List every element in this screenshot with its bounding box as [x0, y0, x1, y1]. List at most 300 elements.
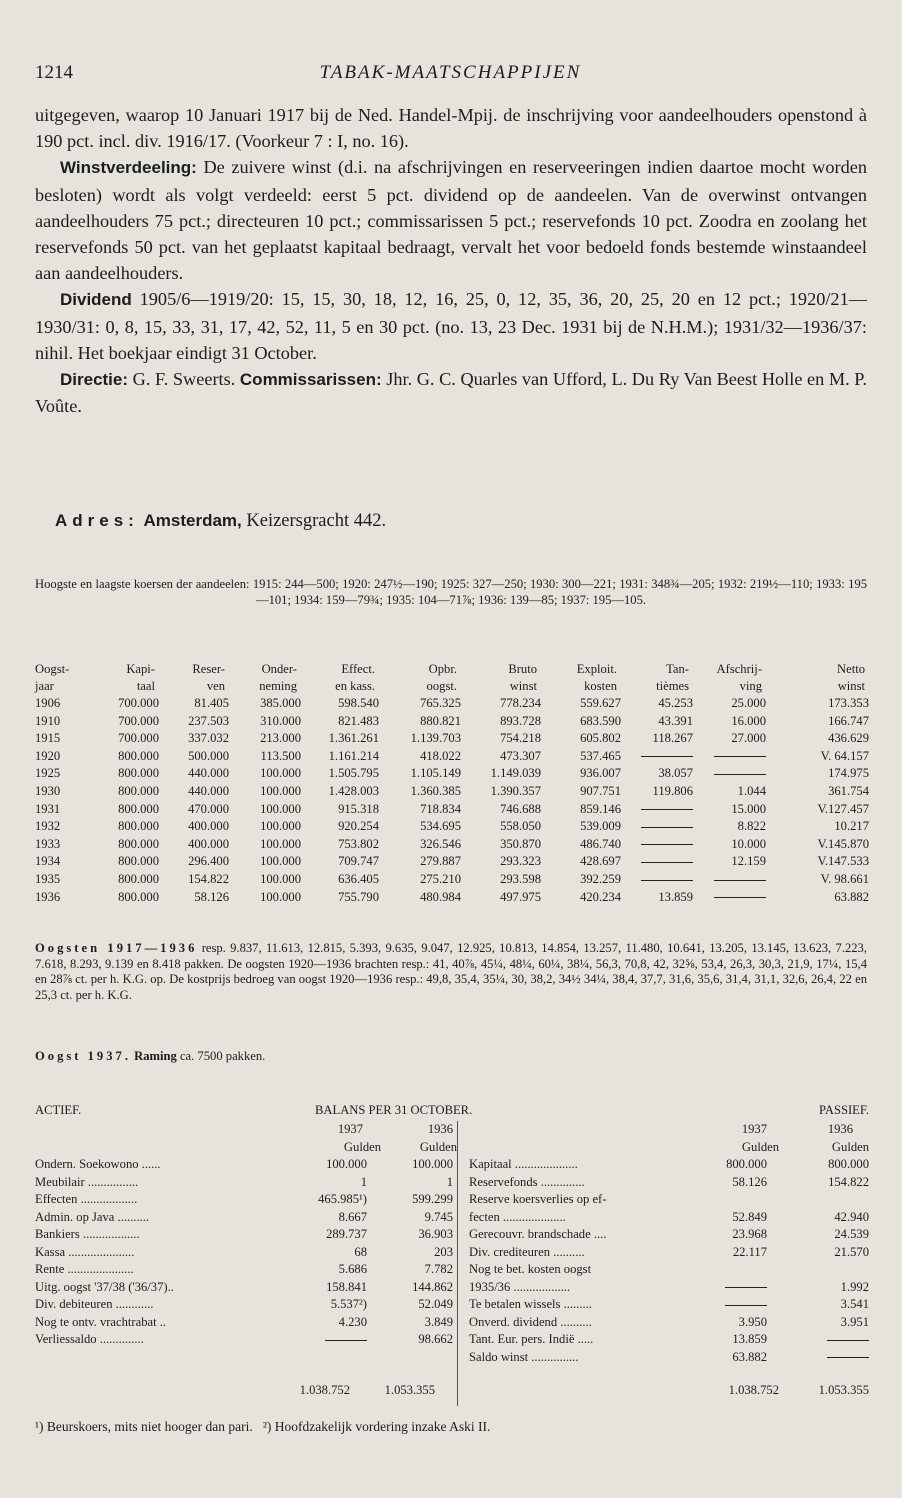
passief-row	[469, 1156, 869, 1174]
table-cell: 100.000	[260, 836, 301, 851]
table-cell: 237.503	[188, 713, 229, 728]
table-cell: 1.428.003	[328, 783, 379, 798]
table-cell: 38.057	[658, 766, 693, 781]
table-cell: V.127.457	[817, 801, 869, 816]
passief-unit-2: Gulden	[831, 1139, 869, 1154]
table-cell: 754.218	[500, 731, 541, 746]
actief-value: 100.000	[326, 1157, 367, 1171]
column-header: Kapi- taal	[126, 662, 155, 693]
table-cell: 10.000	[731, 836, 766, 851]
table-cell: 800.000	[118, 766, 159, 781]
actief-value: 5.686	[338, 1262, 367, 1276]
dividend-text: 1905/6—1919/20: 15, 15, 30, 18, 12, 16, 25, 0, 12, 35, 36, 20, 25, 20 en 12 pct.; 1920/21—1930/31: 0, 8, 15, 33, 31, 17, 42, 52, 11, 5 en 30 pct. (no. 13, 23 Dec. 1931 bij de N.H.M.); 1931/32—1936/37: nihil. Het boekjaar eindigt 31 October.	[35, 289, 867, 363]
table-cell	[693, 765, 766, 783]
actief-label: Uitg. oogst '37/38 ('36/37)..	[35, 1279, 174, 1294]
body-text	[35, 102, 867, 419]
table-cell: 907.751	[580, 783, 621, 798]
actief-label: Ondern. Soekowono ......	[35, 1157, 161, 1171]
table-cell: 428.697	[580, 854, 621, 869]
actief-value: 1	[446, 1174, 453, 1189]
table-cell: 326.546	[420, 836, 461, 851]
passief-value: 3.950	[738, 1314, 767, 1329]
oogsten-label: Oogsten 1917—1936	[35, 941, 198, 955]
passief-value: 3.541	[840, 1297, 869, 1311]
passief-row	[469, 1226, 869, 1244]
actief-value: 52.049	[418, 1297, 453, 1311]
actief-year-1936: 1936	[427, 1122, 453, 1136]
table-header-row	[35, 661, 869, 695]
passief-year-row	[469, 1121, 869, 1139]
adres-street: Keizersgracht 442.	[241, 511, 387, 531]
page-number: 1214	[35, 62, 73, 83]
table-cell: 45.253	[658, 696, 693, 710]
table-cell: 765.325	[420, 696, 461, 710]
actief-value: 68	[354, 1244, 367, 1259]
table-cell: 436.629	[828, 731, 869, 746]
passief-label: fecten ....................	[469, 1209, 566, 1224]
table-cell: 709.747	[338, 854, 379, 869]
passief-label: Kapitaal ....................	[469, 1157, 578, 1171]
actief-value: 36.903	[418, 1227, 453, 1241]
table-cell: 385.000	[260, 696, 301, 710]
actief-value: 8.667	[338, 1209, 367, 1224]
passief-row	[469, 1244, 869, 1262]
table-cell: 1.390.357	[490, 783, 541, 798]
actief-column	[35, 1121, 457, 1349]
passief-value	[725, 1279, 767, 1297]
table-row	[35, 889, 869, 907]
table-cell: 213.000	[260, 731, 301, 746]
passief-column	[469, 1121, 869, 1366]
passief-row	[469, 1191, 869, 1209]
passief-value: 3.951	[840, 1314, 869, 1329]
commissarissen-text: Jhr. G. C. Quarles van Ufford, L. Du Ry Van Beest Holle en M. P. Voûte.	[35, 369, 868, 417]
table-cell: V.145.870	[817, 836, 869, 851]
table-cell: 279.887	[420, 854, 461, 869]
table-cell: 480.984	[420, 889, 461, 904]
table-row	[35, 765, 869, 783]
table-cell: 920.254	[338, 819, 379, 834]
commissarissen-label: Commissarissen:	[239, 370, 382, 390]
actief-value: 203	[434, 1244, 453, 1259]
table-cell: 470.000	[188, 801, 229, 816]
table-cell: 859.146	[580, 801, 621, 816]
passief-row	[469, 1261, 869, 1279]
table-cell: 12.159	[731, 854, 766, 869]
actief-value: 465.985¹)	[318, 1192, 367, 1206]
table-body	[35, 695, 869, 906]
table-cell: 310.000	[260, 713, 301, 728]
actief-label: Effecten ..................	[35, 1192, 138, 1206]
table-row	[35, 713, 869, 731]
table-cell: 915.318	[338, 801, 379, 816]
table-cell: 700.000	[118, 696, 159, 710]
table-cell: 1.139.703	[410, 731, 461, 746]
table-cell: 100.000	[260, 854, 301, 869]
table-cell: 746.688	[500, 801, 541, 816]
table-cell: 821.483	[338, 713, 379, 728]
table-cell: 154.822	[188, 871, 229, 886]
table-row	[35, 871, 869, 889]
table-cell: 1.044	[737, 783, 766, 798]
table-cell: 361.754	[828, 783, 869, 798]
table-cell: 1.505.795	[328, 766, 379, 781]
actief-rows	[35, 1156, 457, 1349]
passief-value	[827, 1331, 869, 1349]
actief-label: Admin. op Java ..........	[35, 1209, 150, 1224]
table-cell: V. 98.661	[820, 871, 869, 886]
table-cell: 100.000	[260, 819, 301, 834]
table-cell: 1932	[35, 819, 61, 834]
dividend-label: Dividend	[60, 290, 132, 310]
table-cell: 683.590	[580, 713, 621, 728]
actief-value: 98.662	[418, 1332, 453, 1346]
table-cell	[621, 836, 693, 854]
table-cell: 534.695	[420, 819, 461, 834]
table-row	[35, 748, 869, 766]
column-header: Effect. en kass.	[335, 662, 375, 693]
actief-year-1937: 1937	[337, 1122, 363, 1136]
actief-year-row	[35, 1121, 457, 1139]
passief-unit-row	[469, 1139, 869, 1157]
actief-row	[35, 1331, 457, 1349]
table-cell: 1936	[35, 889, 61, 904]
table-cell: 1934	[35, 854, 61, 869]
table-cell: 13.859	[658, 889, 693, 904]
table-cell	[621, 801, 693, 819]
table-cell: 778.234	[500, 696, 541, 710]
table-cell: 800.000	[118, 748, 159, 763]
passief-row	[469, 1209, 869, 1227]
table-row	[35, 730, 869, 748]
table-cell: 800.000	[118, 801, 159, 816]
table-cell: 440.000	[188, 783, 229, 798]
table-cell: 293.323	[500, 854, 541, 869]
table-cell: 800.000	[118, 854, 159, 869]
production-table	[35, 661, 869, 906]
balance-title: BALANS PER 31 OCTOBER.	[315, 1103, 473, 1117]
passief-row	[469, 1174, 869, 1192]
table-cell: 893.728	[500, 713, 541, 728]
table-cell: 559.627	[580, 696, 621, 710]
table-row	[35, 853, 869, 871]
table-cell: 1.361.261	[328, 731, 379, 746]
table-cell: 1906	[35, 696, 61, 710]
table-cell: V. 64.157	[820, 748, 869, 763]
table-cell	[621, 748, 693, 766]
table-cell	[621, 818, 693, 836]
table-cell: 1925	[35, 766, 61, 781]
actief-row	[35, 1279, 457, 1297]
table-cell: 43.391	[658, 713, 693, 728]
table-cell: 27.000	[731, 731, 766, 746]
table-cell: 718.834	[420, 801, 461, 816]
table-cell: 537.465	[580, 748, 621, 763]
table-cell: 100.000	[260, 766, 301, 781]
table-cell: 936.007	[580, 766, 621, 781]
actief-label: Meubilair ................	[35, 1174, 139, 1189]
passief-total-1937: 1.038.752	[728, 1383, 779, 1397]
column-header: Netto winst	[837, 662, 865, 693]
adres-label: Adres:	[55, 511, 139, 530]
table-cell: 753.802	[338, 836, 379, 851]
dividend-paragraph	[35, 286, 867, 366]
actief-row	[35, 1156, 457, 1174]
table-cell: 1.105.149	[410, 766, 461, 781]
balance-divider	[457, 1121, 458, 1406]
table-cell: 800.000	[118, 871, 159, 886]
table-cell: 400.000	[188, 819, 229, 834]
table-cell: 81.405	[194, 696, 229, 710]
passief-value	[827, 1349, 869, 1367]
table-cell: 1.149.039	[490, 766, 541, 781]
table-cell: 15.000	[731, 801, 766, 816]
table-cell: 275.210	[420, 871, 461, 886]
passief-label: Reservefonds ..............	[469, 1174, 585, 1189]
oogsten-text: resp. 9.837, 11.613, 12.815, 5.393, 9.635, 9.047, 12.925, 10.813, 14.854, 13.257, 11.480, 10.641, 13.205, 13.145, 13.623, 7.223, 7.618, 8.293, 9.139 en 8.418 pakken. De oogsten 1920—1936 brachten resp.: 41, 40⅞, 45¼, 48¼, 60¼, 38¼, 56,3, 70,8, 42, 32⅝, 53,4, 26,3, 30,3, 21,9, 17¼, 15,4 en 28⅞ ct. per h. K.G. op. De kostprijs bedroeg van oogst 1920—1936 resp.: 49,8, 35,4, 35¼, 30, 38,2, 34½ 34¼, 38,4, 37,7, 31,6, 35,6, 31,4, 31,1, 32,6, 26,4, 22 en 25,3 ct. per h. K.G.	[35, 941, 868, 1002]
table-cell: 1933	[35, 836, 61, 851]
table-cell: 755.790	[338, 889, 379, 904]
table-cell: 800.000	[118, 783, 159, 798]
table-cell: 1910	[35, 713, 61, 728]
actief-unit-1: Gulden	[343, 1139, 381, 1154]
actief-row	[35, 1226, 457, 1244]
winstverdeeling-paragraph	[35, 154, 867, 286]
table-cell: 418.022	[420, 748, 461, 763]
column-header: Opbr. oogst.	[426, 662, 457, 693]
passief-value	[725, 1296, 767, 1314]
passief-value: 21.570	[834, 1244, 869, 1259]
table-cell: 100.000	[260, 783, 301, 798]
table-cell: 10.217	[834, 819, 869, 834]
table-cell: 800.000	[118, 819, 159, 834]
table-row	[35, 783, 869, 801]
table-cell: 293.598	[500, 871, 541, 886]
directie-paragraph	[35, 366, 867, 419]
table-row	[35, 801, 869, 819]
column-header: Reser- ven	[192, 662, 225, 693]
passief-label: Nog te bet. kosten oogst	[469, 1262, 592, 1276]
oogsten-paragraph	[35, 941, 867, 1003]
actief-label: Div. debiteuren ............	[35, 1297, 154, 1311]
actief-total-1937: 1.038.752	[299, 1383, 350, 1397]
column-header: Exploit. kosten	[576, 662, 617, 693]
table-cell: 296.400	[188, 854, 229, 869]
table-cell: 350.870	[500, 836, 541, 851]
actief-value: 100.000	[412, 1157, 453, 1171]
actief-label: Kassa .....................	[35, 1244, 135, 1259]
column-header: Afschrij- ving	[716, 662, 762, 693]
table-cell: 420.234	[580, 889, 621, 904]
directie-label: Directie:	[60, 370, 129, 390]
table-cell	[693, 748, 766, 766]
column-header: Tan- tièmes	[656, 662, 689, 693]
passief-value: 24.539	[834, 1227, 869, 1241]
passief-row	[469, 1296, 869, 1314]
page-header	[35, 62, 866, 86]
table-cell: 63.882	[834, 889, 869, 904]
column-header: Onder- neming	[259, 662, 297, 693]
table-cell	[693, 871, 766, 889]
passief-row	[469, 1314, 869, 1332]
actief-label: Nog te ontv. vrachtrabat ..	[35, 1314, 167, 1329]
table-cell: 800.000	[118, 889, 159, 904]
actief-value: 599.299	[412, 1192, 453, 1206]
table-cell: 8.822	[737, 819, 766, 834]
passief-unit-1: Gulden	[741, 1139, 779, 1154]
actief-value: 289.737	[326, 1227, 367, 1241]
table-cell: 558.050	[500, 819, 541, 834]
table-row	[35, 836, 869, 854]
raming-label: Raming	[134, 1049, 177, 1063]
passief-label: 1935/36 ..................	[469, 1279, 571, 1294]
passief-value: 800.000	[828, 1157, 869, 1171]
table-cell: 497.975	[500, 889, 541, 904]
actief-value: 3.849	[424, 1314, 453, 1329]
actief-unit-2: Gulden	[419, 1139, 457, 1154]
table-cell: 392.259	[580, 871, 621, 886]
actief-row	[35, 1174, 457, 1192]
actief-value: 5.537²)	[330, 1297, 367, 1311]
table-cell: 16.000	[731, 713, 766, 728]
table-cell: 1930	[35, 783, 61, 798]
table-cell: 166.747	[828, 713, 869, 728]
passief-label: PASSIEF.	[819, 1103, 869, 1117]
table-cell: 1920	[35, 748, 61, 763]
passief-label: Te betalen wissels .........	[469, 1297, 592, 1311]
table-cell: 1.360.385	[410, 783, 461, 798]
table-cell: 636.405	[338, 871, 379, 886]
passief-label: Tant. Eur. pers. Indië .....	[469, 1332, 594, 1346]
actief-label: ACTIEF.	[35, 1103, 82, 1117]
passief-label: Reserve koersverlies op ef-	[469, 1192, 607, 1206]
adres-city: Amsterdam,	[143, 511, 242, 530]
table-cell: 173.353	[828, 696, 869, 710]
table-cell	[693, 889, 766, 907]
passief-year-1937: 1937	[741, 1122, 767, 1136]
running-title: TABAK-MAATSCHAPPIJEN	[319, 62, 582, 83]
passief-row	[469, 1279, 869, 1297]
table-cell: 100.000	[260, 871, 301, 886]
table-cell: 400.000	[188, 836, 229, 851]
actief-row	[35, 1191, 457, 1209]
table-cell: 1.161.214	[328, 748, 379, 763]
table-cell: 1915	[35, 731, 61, 746]
passief-value: 42.940	[834, 1209, 869, 1224]
table-cell: 598.540	[338, 696, 379, 710]
table-cell: 440.000	[188, 766, 229, 781]
passief-rows	[469, 1156, 869, 1366]
intro-paragraph: uitgegeven, waarop 10 Januari 1917 bij de Ned. Handel-Mpij. de inschrijving voor aandeelhouders openstond à 190 pct. incl. div. 1916/17. (Voorkeur 7 : I, no. 16).	[35, 105, 867, 152]
passief-value: 22.117	[732, 1244, 767, 1259]
winstverdeeling-text: De zuivere winst (d.i. na afschrijvingen en reserveeringen indien daartoe mocht worden besloten) wordt als volgt verdeeld: eerst 5 pct. dividend op de aandeelen. Van de overwinst ontvangen aandeelhouders 75 pct.; directeuren 10 pct.; commissarissen 5 pct.; reservefonds 10 pct. Zoodra en zoolang het reservefonds 50 pct. van het geplaatst kapitaal bedraagt, vervalt het voor bedoeld fonds bestemde winstaandeel aan aandeelhouders.	[35, 157, 867, 284]
table-cell: 118.267	[652, 731, 693, 746]
actief-value: 7.782	[424, 1262, 453, 1276]
passief-total-1936: 1.053.355	[818, 1383, 869, 1397]
passief-value: 1.992	[840, 1279, 869, 1294]
passief-row	[469, 1349, 869, 1367]
actief-label: Rente .....................	[35, 1262, 134, 1276]
raming-text: ca. 7500 pakken.	[176, 1049, 266, 1063]
passief-label: Saldo winst ...............	[469, 1349, 579, 1364]
table-cell: 700.000	[118, 713, 159, 728]
actief-unit-row	[35, 1139, 457, 1157]
passief-value: 63.882	[732, 1349, 767, 1364]
table-cell: 500.000	[188, 748, 229, 763]
passief-label: Gerecouvr. brandschade ....	[469, 1227, 607, 1241]
koersen-paragraph: Hoogste en laagste koersen der aandeelen: 1915: 244—500; 1920: 247½—190; 1925: 327—250; 1930: 300—221; 1931: 348¾—205; 1932: 219½—110; 1933: 195—101; 1934: 159—79¾; 1935: 104—71⅞; 1936: 139—85; 1937: 195—105.	[35, 577, 867, 607]
table-cell: 605.802	[580, 731, 621, 746]
table-cell: 25.000	[731, 696, 766, 710]
passief-value: 52.849	[732, 1209, 767, 1224]
balance-title-row	[35, 1103, 869, 1121]
column-header: Oogst- jaar	[35, 662, 70, 693]
table-cell: 100.000	[260, 801, 301, 816]
passief-value: 23.968	[732, 1227, 767, 1241]
table-cell: 880.821	[420, 713, 461, 728]
table-cell: 1935	[35, 871, 61, 886]
oogst-1937-label: Oogst 1937.	[35, 1049, 131, 1063]
balance-sheet	[35, 1103, 869, 1364]
actief-label: Verliessaldo ..............	[35, 1332, 144, 1346]
table-cell: 700.000	[118, 731, 159, 746]
actief-row	[35, 1244, 457, 1262]
passief-value: 13.859	[732, 1332, 767, 1346]
passief-label: Div. crediteuren ..........	[469, 1244, 585, 1259]
actief-value: 9.745	[424, 1209, 453, 1224]
actief-row	[35, 1209, 457, 1227]
actief-value: 1	[360, 1174, 367, 1189]
directie-text: G. F. Sweerts.	[128, 369, 240, 390]
table-cell: 174.975	[828, 766, 869, 781]
actief-total-1936: 1.053.355	[384, 1383, 435, 1397]
winstverdeeling-label: Winstverdeeling:	[60, 158, 197, 178]
table-cell: 58.126	[194, 889, 229, 904]
table-cell: 473.307	[500, 748, 541, 763]
oogst-1937-line	[35, 1049, 867, 1065]
table-cell: 337.032	[188, 731, 229, 746]
passief-value: 800.000	[726, 1157, 767, 1171]
table-cell: 486.740	[580, 836, 621, 851]
table-cell: 113.500	[260, 748, 301, 763]
table-cell: V.147.533	[817, 854, 869, 869]
table-row	[35, 818, 869, 836]
actief-row	[35, 1261, 457, 1279]
table-cell	[621, 871, 693, 889]
actief-row	[35, 1296, 457, 1314]
passief-value: 154.822	[828, 1174, 869, 1189]
table-row	[35, 695, 869, 713]
actief-value: 144.862	[412, 1279, 453, 1294]
footnote: ¹) Beurskoers, mits niet hooger dan pari. ²) Hoofdzakelijk vordering inzake Aski II.	[35, 1419, 491, 1434]
passief-label: Onverd. dividend ..........	[469, 1314, 592, 1329]
table-cell	[621, 853, 693, 871]
adres-line	[55, 511, 386, 532]
table-cell: 119.806	[652, 783, 693, 798]
actief-label: Bankiers ..................	[35, 1227, 140, 1241]
actief-row	[35, 1314, 457, 1332]
table-cell: 800.000	[118, 836, 159, 851]
table-cell: 539.009	[580, 819, 621, 834]
table-cell: 1931	[35, 801, 61, 816]
passief-value: 58.126	[732, 1174, 767, 1189]
actief-value: 158.841	[326, 1279, 367, 1294]
actief-value	[325, 1331, 367, 1349]
column-header: Bruto winst	[508, 662, 537, 693]
table-cell: 100.000	[260, 889, 301, 904]
passief-year-1936: 1936	[827, 1122, 853, 1136]
passief-row	[469, 1331, 869, 1349]
